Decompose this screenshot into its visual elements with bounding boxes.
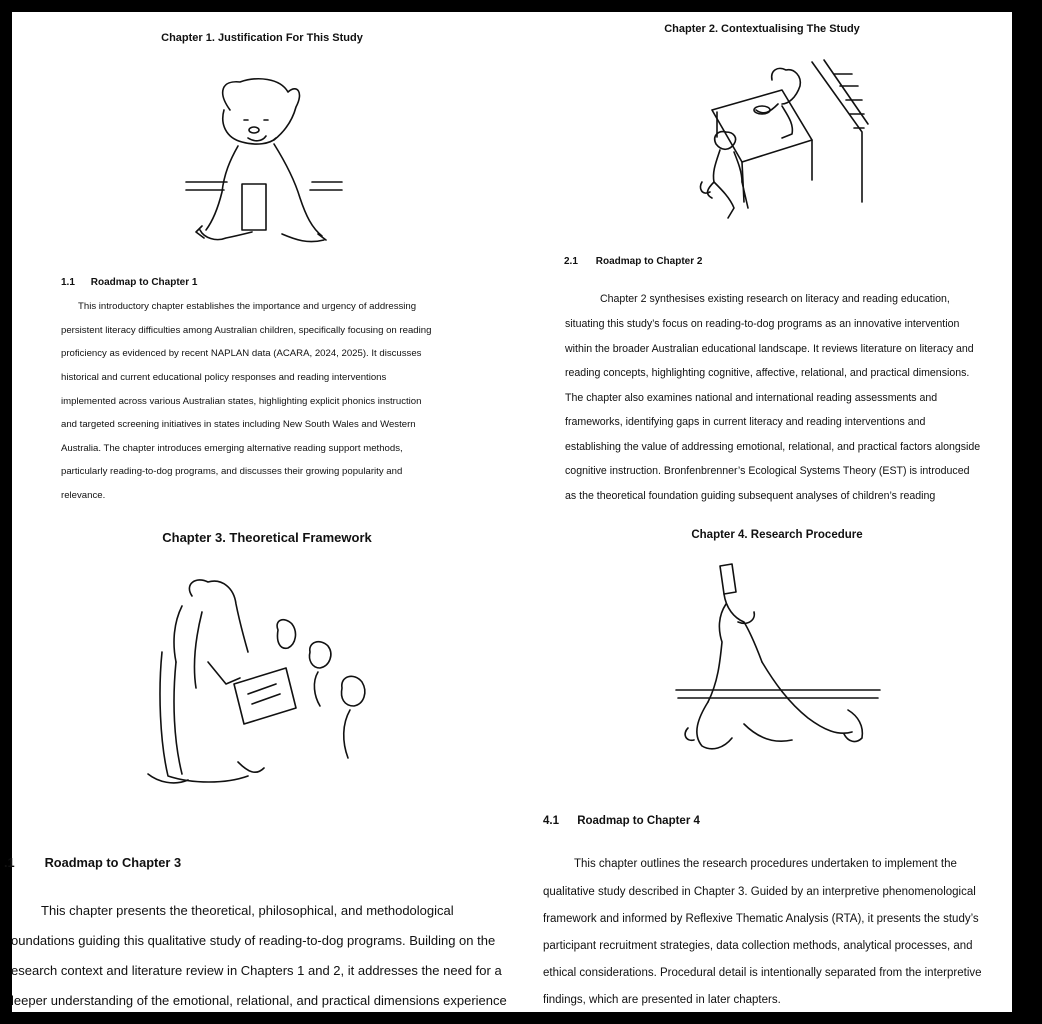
paragraph-line: participant recruitment strategies, data collection methods, analytical processes, and xyxy=(543,940,973,952)
paragraph-line: The chapter also examines national and international reading assessments and xyxy=(565,392,938,404)
paragraph-line: situating this study’s focus on reading-to-dog programs as an innovative intervention xyxy=(565,318,960,330)
section-title: Roadmap to Chapter 1 xyxy=(90,277,198,288)
dog-sitting-with-book-illustration xyxy=(12,12,512,512)
paragraph-line: proficiency as evidenced by recent NAPLAN data (ACARA, 2024, 2025). It discusses xyxy=(61,348,422,359)
dog-reading-to-children-illustration xyxy=(12,512,512,812)
paragraph-line: historical and current educational policy responses and reading interventions xyxy=(61,372,387,383)
paragraph-line: ethical considerations. Procedural detail is intentionally separated from the interpretive xyxy=(543,967,982,979)
chapter-2-page xyxy=(512,12,1012,512)
chapter-1-page xyxy=(12,12,512,512)
section-heading xyxy=(543,815,700,827)
paragraph-line: oundations guiding this qualitative study of reading-to-dog programs. Building on the xyxy=(11,933,496,948)
section-number: 2.1 xyxy=(564,256,578,267)
paragraph-line: within the broader Australian educational landscape. It reviews literature on literacy and xyxy=(565,343,974,355)
paragraph-line: implemented across various Australian states, highlighting explicit phonics instruction xyxy=(61,396,422,407)
paragraph-line: leeper understanding of the emotional, relational, and practical dimensions experience xyxy=(11,993,507,1008)
section-title: Roadmap to Chapter 2 xyxy=(595,256,703,267)
paragraph-line: This introductory chapter establishes the importance and urgency of addressing xyxy=(78,301,417,312)
section-heading xyxy=(564,256,702,267)
paragraph-line: reading concepts, highlighting cognitive, affective, relational, and practical dimensions. xyxy=(565,367,970,379)
paragraph-line: This chapter outlines the research procedures undertaken to implement the xyxy=(574,858,957,870)
section-heading xyxy=(4,855,181,870)
section-title: Roadmap to Chapter 4 xyxy=(577,815,700,827)
chapter-3-page xyxy=(4,512,512,1012)
paragraph-line: as the theoretical foundation guiding subsequent analyses of children’s reading xyxy=(565,490,936,502)
chapter-title: Chapter 1. Justification For This Study xyxy=(161,32,363,44)
section-heading xyxy=(61,277,197,288)
paragraph-line: cognitive instruction. Bronfenbrenner’s Ecological Systems Theory (EST) is introduced xyxy=(565,465,970,477)
section-number: .1 xyxy=(4,855,15,870)
chapter-title: Chapter 3. Theoretical Framework xyxy=(162,530,372,545)
paragraph-line: relevance. xyxy=(61,490,106,501)
paragraph-line: Australia. The chapter introduces emerging alternative reading support methods, xyxy=(61,443,403,454)
chapter-title: Chapter 2. Contextualising The Study xyxy=(664,23,860,35)
section-title: Roadmap to Chapter 3 xyxy=(44,855,182,870)
paragraph-line: persistent literacy difficulties among Australian children, specifically focusing on reading xyxy=(61,325,432,336)
chapter-4-page xyxy=(512,512,1012,1012)
paragraph-line: establishing the value of addressing emotional, relational, and practical factors alongside xyxy=(565,441,981,453)
section-number: 4.1 xyxy=(543,815,559,827)
paragraph-line: frameworks, identifying gaps in current literacy and reading interventions and xyxy=(565,416,926,428)
paragraph-line: Chapter 2 synthesises existing research on literacy and reading education, xyxy=(600,293,950,305)
paragraph-line: This chapter presents the theoretical, philosophical, and methodological xyxy=(41,903,454,918)
paragraph-line: qualitative study described in Chapter 3. Guided by an interpretive phenomenological xyxy=(543,886,976,898)
paragraph-line: findings, which are presented in later chapters. xyxy=(543,994,781,1006)
paragraph-line: framework and informed by Reflexive Thematic Analysis (RTA), it presents the study’s xyxy=(543,913,979,925)
section-number: 1.1 xyxy=(61,277,75,288)
chapter-title: Chapter 4. Research Procedure xyxy=(691,529,863,541)
paragraph-line: esearch context and literature review in Chapters 1 and 2, it addresses the need for a xyxy=(11,963,502,978)
paragraph-line: particularly reading-to-dog programs, and discusses their growing popularity and xyxy=(61,466,403,477)
dog-looking-up-at-book-illustration xyxy=(512,512,1012,812)
paragraph-line: and targeted screening initiatives in states including New South Wales and Western xyxy=(61,419,416,430)
